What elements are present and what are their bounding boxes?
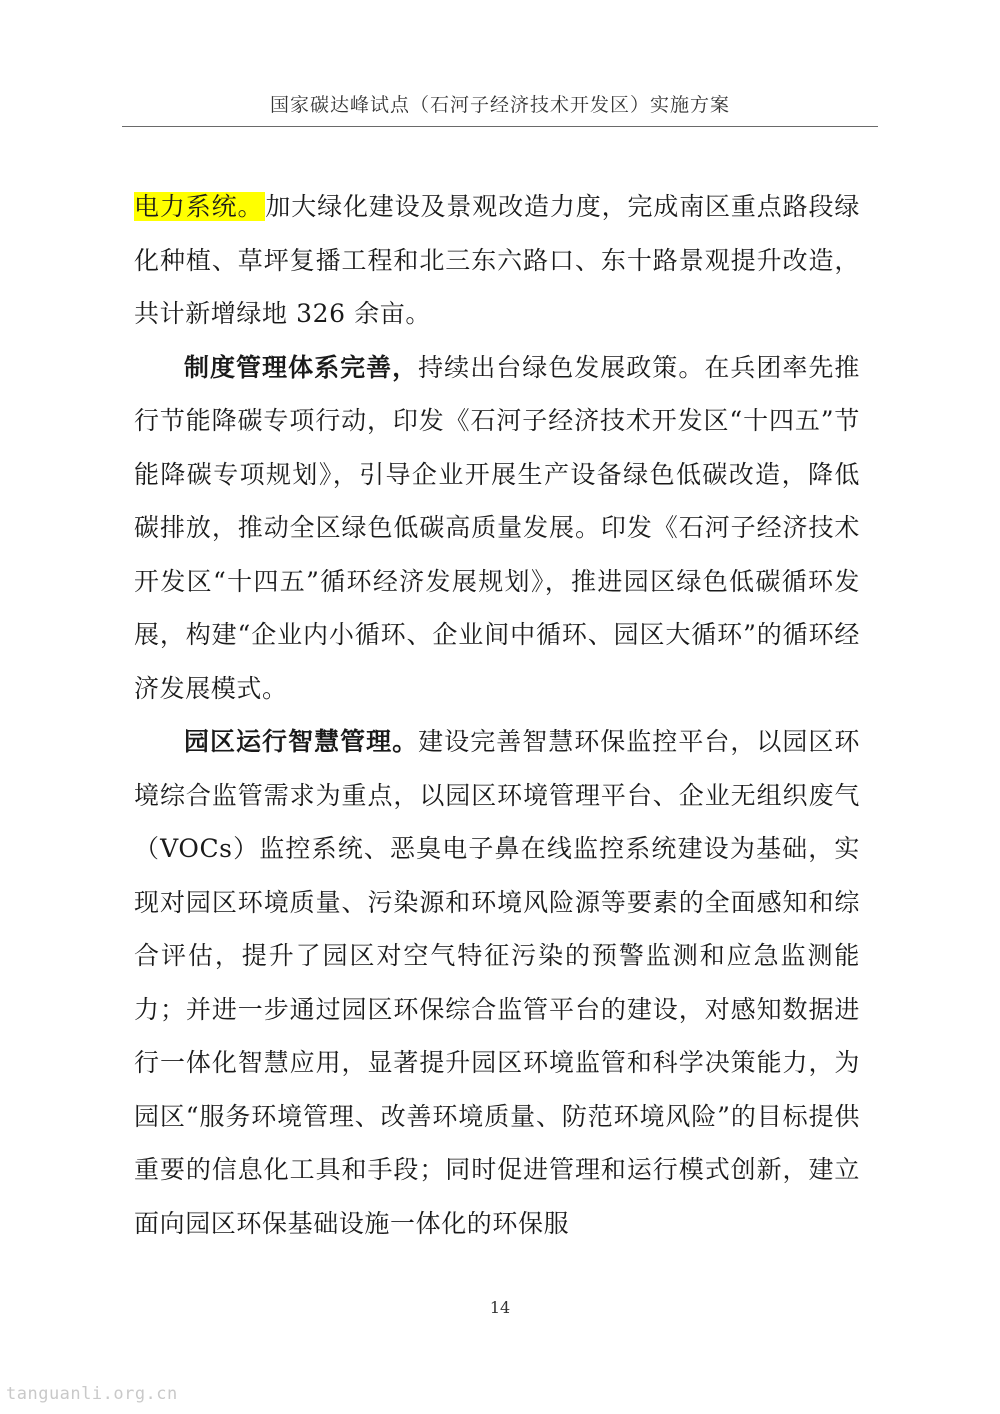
paragraph-text: 建设完善智慧环保监控平台，以园区环境综合监管需求为重点，以园区环境管理平台、企业无组织废气（VOCs）监控系统、恶臭电子鼻在线监控系统建设为基础，实现对园区环境质量、污染源和环境风险源等要素的全面感知和综合评估，提升了园区对空气特征污染的预警监测和应急监测能力；并进一步通过园区环保综合监管平台的建设，对感知数据进行一体化智慧应用，显著提升园区环境监管和科学决策能力，为园区“服务环境管理、改善环境质量、防范环境风险”的目标提供重要的信息化工具和手段；同时促进管理和运行模式创新，建立面向园区环保基础设施一体化的环保服 <box>134 727 861 1238</box>
paragraph-2 <box>134 341 860 716</box>
document-body <box>134 180 860 1250</box>
site-watermark: tanguanli.org.cn <box>6 1384 178 1404</box>
paragraph-heading: 园区运行智慧管理。 <box>184 727 419 756</box>
header-divider <box>122 126 878 127</box>
paragraph-heading: 制度管理体系完善， <box>184 352 419 382</box>
page-number: 14 <box>489 1298 511 1317</box>
highlighted-text: 电力系统。 <box>134 192 264 221</box>
page-header-title: 国家碳达峰试点（石河子经济技术开发区）实施方案 <box>269 94 730 116</box>
paragraph-text: 加大绿化建设及景观改造力度，完成南区重点路段绿化种植、草坪复播工程和北三东六路口、东十路景观提升改造，共计新增绿地 326 余亩。 <box>134 192 860 328</box>
paragraph-1 <box>134 180 860 341</box>
paragraph-text: 持续出台绿色发展政策。在兵团率先推行节能降碳专项行动，印发《石河子经济技术开发区“十四五”节能降碳专项规划》，引导企业开展生产设备绿色低碳改造，降低碳排放，推动全区绿色低碳高质量发展。印发《石河子经济技术开发区“十四五”循环经济发展规划》，推进园区绿色低碳循环发展，构建“企业内小循环、企业间中循环、园区大循环”的循环经济发展模式。 <box>134 352 861 703</box>
paragraph-3 <box>134 715 860 1250</box>
